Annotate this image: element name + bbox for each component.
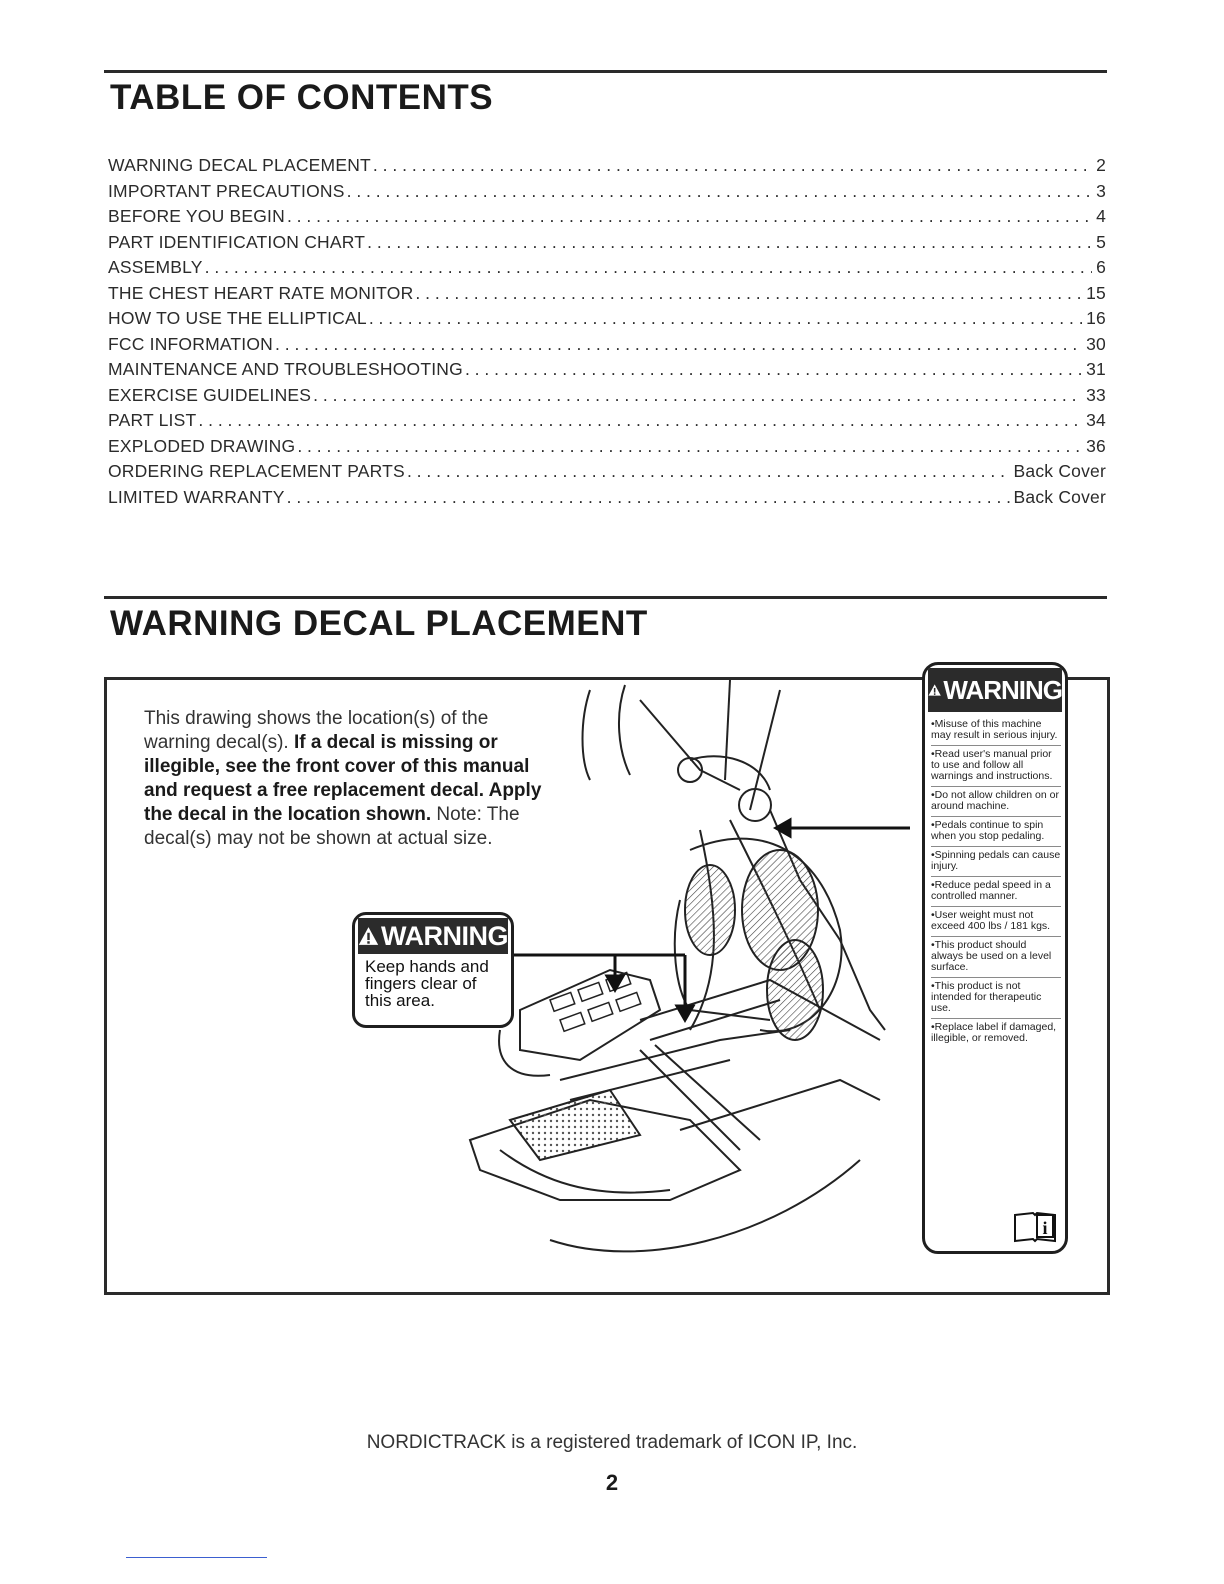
decal-warning-item: •Pedals continue to spin when you stop pedaling. [931, 817, 1061, 847]
toc-list [108, 155, 1106, 512]
toc-entry-page: 6 [1096, 257, 1106, 277]
toc-entry-label: IMPORTANT PRECAUTIONS [108, 180, 345, 201]
toc-dot-leader [297, 436, 1082, 457]
large-decal-header [928, 668, 1062, 712]
toc-entry-label: MAINTENANCE AND TROUBLESHOOTING [108, 359, 463, 379]
toc-entry-page: Back Cover [1013, 461, 1106, 481]
intro-bold-text: If a decal is missing or illegible, see the front cover of this manual and request a free replacement decal. Apply the decal in the location shown. [144, 732, 542, 825]
small-decal-text: Keep hands and fingers clear of this area. [365, 957, 489, 1010]
small-decal-title: WARNING [381, 921, 508, 951]
toc-entry-label: PART IDENTIFICATION CHART [108, 231, 366, 252]
warning-triangle-icon [928, 677, 941, 703]
toc-entry[interactable] [108, 334, 1106, 360]
large-decal-list [925, 716, 1065, 1048]
trademark-notice: NORDICTRACK is a registered trademark of ICON IP, Inc. [366, 1432, 858, 1453]
toc-dot-leader [407, 461, 1010, 482]
toc-top-rule [104, 70, 1107, 73]
toc-entry-label: HOW TO USE THE ELLIPTICAL [108, 308, 367, 328]
intro-text-1: This drawing shows the location(s) of the warning decal(s). [144, 708, 489, 753]
toc-entry-page: 3 [1096, 180, 1106, 201]
toc-dot-leader [347, 181, 1092, 202]
toc-dot-leader [205, 257, 1092, 278]
toc-title: TABLE OF CONTENTS [110, 78, 494, 117]
toc-entry[interactable] [108, 461, 1106, 487]
toc-entry-page: 36 [1086, 435, 1106, 456]
toc-dot-leader [465, 359, 1082, 380]
toc-entry-page: 31 [1086, 359, 1106, 379]
toc-entry[interactable] [108, 487, 1106, 513]
toc-entry[interactable] [108, 359, 1106, 385]
small-warning-decal [352, 912, 514, 1028]
large-warning-decal [922, 662, 1068, 1254]
decal-warning-item: •Reduce pedal speed in a controlled manner. [931, 877, 1061, 907]
toc-entry[interactable] [108, 385, 1106, 411]
toc-entry-page: 4 [1096, 206, 1106, 226]
warning-triangle-icon [358, 924, 379, 948]
decal-warning-item: •Spinning pedals can cause injury. [931, 847, 1061, 877]
toc-entry[interactable] [108, 308, 1106, 334]
toc-entry[interactable] [108, 155, 1106, 181]
toc-entry-label: THE CHEST HEART RATE MONITOR [108, 282, 414, 303]
toc-entry-page: 2 [1096, 155, 1106, 175]
intro-text-2: Note: The decal(s) may not be shown at actual size. [144, 804, 520, 849]
link-underline [126, 1557, 267, 1558]
toc-dot-leader [198, 410, 1082, 431]
toc-entry[interactable] [108, 181, 1106, 207]
toc-dot-leader [287, 206, 1092, 227]
toc-entry-page: 15 [1086, 282, 1106, 303]
decal-warning-item: •Misuse of this machine may result in serious injury. [931, 716, 1061, 746]
toc-entry-label: LIMITED WARRANTY [108, 486, 285, 507]
decal-warning-item: •Read user's manual prior to use and follow all warnings and instructions. [931, 746, 1061, 787]
page-number: 2 [605, 1470, 619, 1495]
manual-info-icon [1013, 1209, 1057, 1243]
toc-dot-leader [415, 283, 1082, 304]
toc-entry[interactable] [108, 257, 1106, 283]
toc-dot-leader [367, 232, 1092, 253]
toc-entry-label: ASSEMBLY [108, 257, 203, 277]
toc-dot-leader [369, 308, 1082, 329]
toc-entry[interactable] [108, 206, 1106, 232]
warning-top-rule [104, 596, 1107, 599]
toc-entry[interactable] [108, 436, 1106, 462]
toc-entry-page: 34 [1086, 410, 1106, 430]
toc-entry-label: BEFORE YOU BEGIN [108, 206, 285, 226]
toc-entry-label: PART LIST [108, 410, 197, 430]
decal-warning-item: •This product is not intended for therapeutic use. [931, 978, 1061, 1019]
toc-entry-page: Back Cover [1013, 486, 1106, 507]
decal-warning-item: •Replace label if damaged, illegible, or removed. [931, 1021, 1057, 1044]
toc-entry[interactable] [108, 410, 1106, 436]
toc-entry-label: WARNING DECAL PLACEMENT [108, 155, 371, 175]
small-decal-header [358, 918, 508, 954]
toc-dot-leader [313, 385, 1082, 406]
toc-dot-leader [373, 155, 1092, 176]
toc-entry-label: ORDERING REPLACEMENT PARTS [108, 461, 405, 481]
warning-section-title: WARNING DECAL PLACEMENT [110, 604, 648, 643]
toc-entry-label: EXERCISE GUIDELINES [108, 384, 312, 405]
toc-entry-page: 16 [1086, 308, 1106, 328]
toc-entry[interactable] [108, 283, 1106, 309]
toc-entry-page: 5 [1096, 231, 1106, 252]
toc-entry-label: EXPLODED DRAWING [108, 435, 296, 456]
decal-warning-item: •Do not allow children on or around machine. [931, 787, 1061, 817]
decal-warning-item: •User weight must not exceed 400 lbs / 181 kgs. [931, 907, 1061, 937]
toc-entry[interactable] [108, 232, 1106, 258]
decal-warning-item: •This product should always be used on a level surface. [931, 937, 1061, 978]
toc-dot-leader [287, 487, 1010, 508]
toc-entry-page: 33 [1086, 384, 1106, 405]
toc-dot-leader [275, 334, 1082, 355]
svg-text:i: i [1042, 1218, 1048, 1238]
large-decal-title: WARNING [943, 675, 1062, 705]
toc-entry-label: FCC INFORMATION [108, 333, 274, 354]
toc-entry-page: 30 [1086, 333, 1106, 354]
